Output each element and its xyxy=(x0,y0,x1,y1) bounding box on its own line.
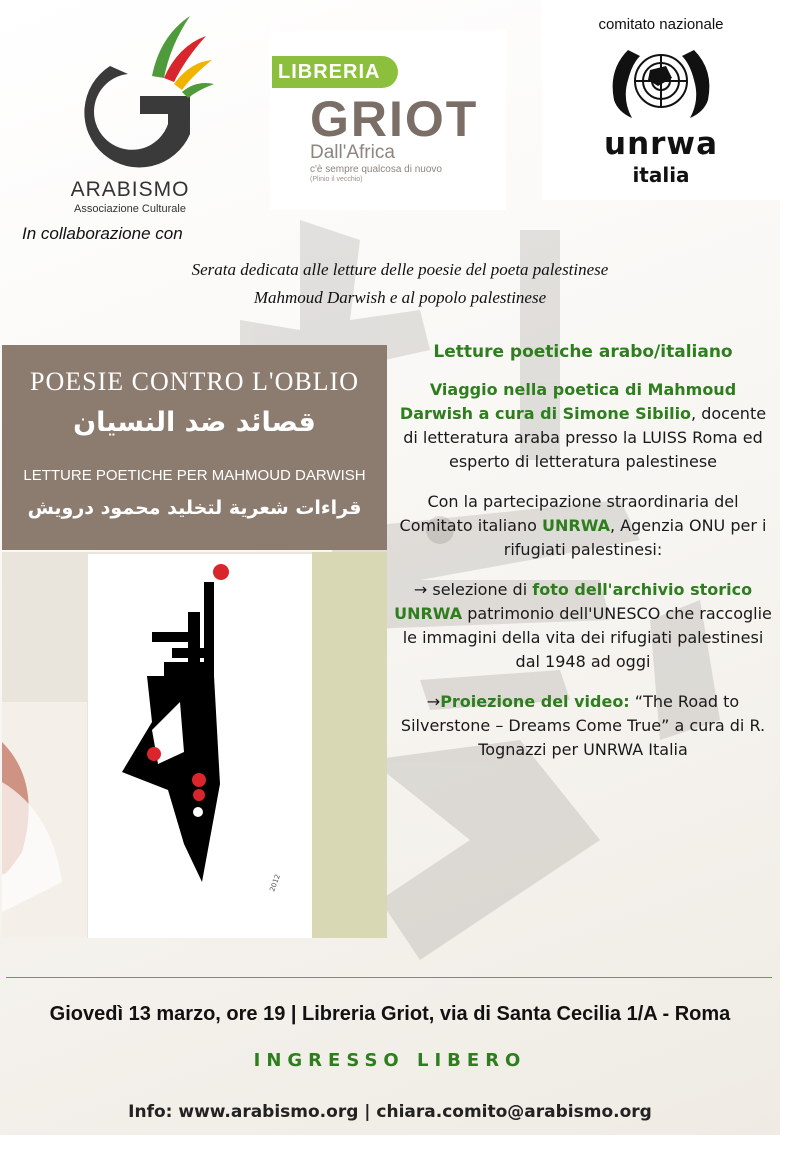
griot-logo xyxy=(270,30,506,210)
partecipazione-intro: Con la partecipazione straordinaria del Comitato italiano xyxy=(399,492,739,535)
book-subtitle-arabic: قراءات شعرية لتخليد محمود درويش xyxy=(27,497,362,519)
red-dot xyxy=(147,747,161,761)
unrwa-logo xyxy=(542,0,780,200)
selezione-detail: patrimonio dell'UNESCO che raccoglie le immagini della vita dei rifugiati palestinesi dal 1948 ad oggi xyxy=(402,604,772,671)
book-subtitle-italian: LETTURE POETICHE PER MAHMOUD DARWISH xyxy=(23,467,366,484)
evening-line-1: Serata dedicata alle letture delle poesie del poeta palestinese xyxy=(191,260,609,279)
book-title-arabic: قصائد ضد النسيان xyxy=(73,407,316,438)
book-title-box xyxy=(2,345,387,550)
partecipazione-outro: , Agenzia ONU per i rifugiati palestinesi: xyxy=(503,516,767,559)
program-selezione xyxy=(392,578,774,674)
program-proiezione xyxy=(392,690,774,762)
arabismo-logo xyxy=(40,6,220,216)
selezione-intro: selezione di xyxy=(427,580,533,599)
red-dot xyxy=(192,773,206,787)
artist-signature: 2012 xyxy=(268,873,282,893)
partecipazione-unrwa: UNRWA xyxy=(541,516,610,535)
unrwa-comitato-label: comitato nazionale xyxy=(598,16,724,33)
arabismo-subtitle: Associazione Culturale xyxy=(74,203,186,215)
contact-info: Info: www.arabismo.org | chiara.comito@arabismo.org xyxy=(128,1102,652,1122)
griot-tagline: c'è sempre qualcosa di nuovo xyxy=(310,164,442,175)
free-entry-label: INGRESSO LIBERO xyxy=(253,1050,527,1071)
artwork-side-panel xyxy=(312,552,387,938)
evening-line-2: Mahmoud Darwish e al popolo palestinese xyxy=(253,288,547,307)
red-dot xyxy=(213,564,229,580)
griot-libreria-label: LIBRERIA xyxy=(272,56,398,88)
event-date-place: Giovedì 13 marzo, ore 19 | Libreria Griot, via di Santa Cecilia 1/A - Roma xyxy=(49,1003,731,1025)
viaggio-title: Viaggio nella poetica di Mahmoud Darwish a cura di Simone Sibilio xyxy=(399,380,737,423)
book-title-italian: POESIE CONTRO L'OBLIO xyxy=(29,367,359,396)
griot-name: GRIOT xyxy=(310,91,479,147)
proiezione-detail: “The Road to Silverstone – Dreams Come True” a cura di R. Tognazzi per UNRWA Italia xyxy=(400,692,766,759)
viaggio-detail: , docente di letteratura araba presso la LUISS Roma ed esperto di letteratura palestinese xyxy=(403,404,767,471)
griot-dall-africa: Dall'Africa xyxy=(310,142,395,163)
program-heading: Letture poetiche arabo/italiano xyxy=(433,342,733,362)
red-dot xyxy=(193,789,205,801)
unrwa-name: unrwa xyxy=(604,126,718,162)
program-partecipazione xyxy=(392,490,774,562)
griot-attribution: (Plinio il vecchio) xyxy=(310,176,363,183)
arabismo-name: ARABISMO xyxy=(70,178,190,201)
arrow-icon: → xyxy=(426,692,441,711)
divider xyxy=(6,977,772,978)
arabismo-g-icon xyxy=(40,6,220,176)
unrwa-country: italia xyxy=(632,163,690,187)
collaboration-label: In collaborazione con xyxy=(22,224,183,243)
arrow-icon: → xyxy=(413,580,428,599)
proiezione-title: Proiezione del video: xyxy=(440,692,630,711)
program-column xyxy=(392,340,774,778)
selezione-highlight: foto dell'archivio storico UNRWA xyxy=(394,580,753,623)
calligraphy-artwork xyxy=(2,552,387,938)
evening-description xyxy=(40,256,760,312)
program-viaggio xyxy=(392,378,774,474)
un-emblem-icon xyxy=(588,40,734,122)
